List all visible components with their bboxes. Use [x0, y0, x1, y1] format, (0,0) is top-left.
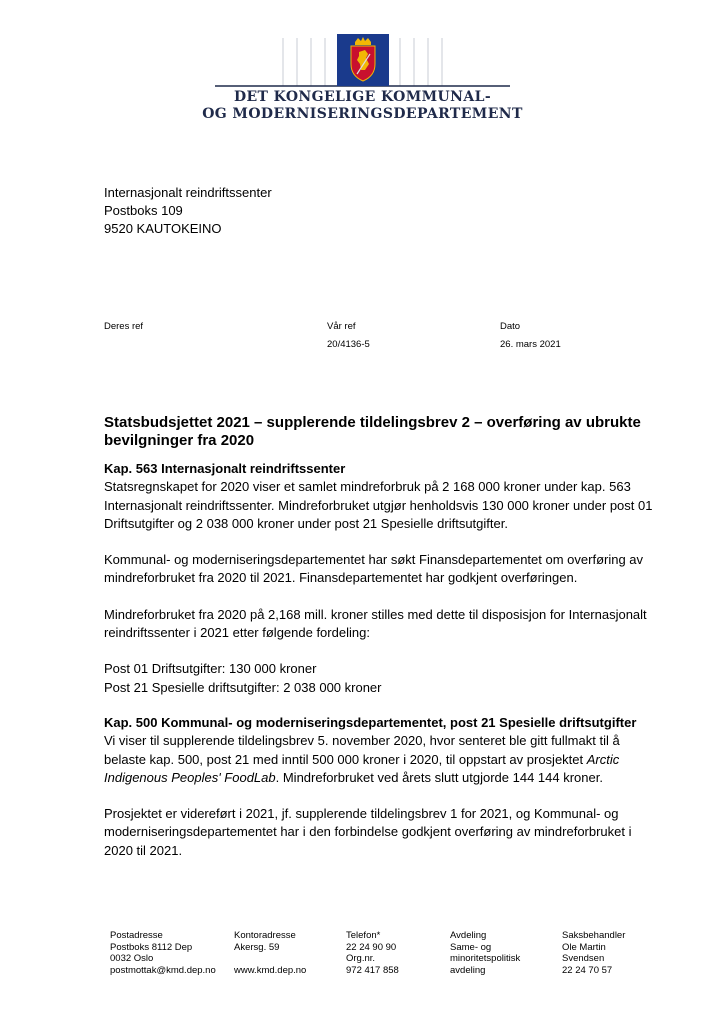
dato-label: Dato — [500, 321, 521, 332]
paragraph: Statsregnskapet for 2020 viser et samlet mindreforbruk på 2 168 000 kroner under kap. 563 Internasjonalt reindriftssenter. Mindreforbruket utgjør henholdsvis 130 000 kroner under post 01 Driftsutgifter og 2 038 000 kroner under post 21 Spesielle driftsutgifter. — [104, 479, 653, 531]
footer-value: avdeling — [450, 964, 486, 976]
paragraph: Mindreforbruket fra 2020 på 2,168 mill. kroner stilles med dette til disposisjon for Internasjonalt reindriftssenter i 2021 etter følgende fordeling: — [104, 606, 647, 641]
post-01-line: Post 01 Driftsutgifter: 130 000 kroner — [104, 661, 317, 677]
footer-spacer — [234, 953, 306, 965]
ministry-name-line1: DET KONGELIGE KOMMUNAL- — [233, 89, 492, 105]
footer-postadresse — [110, 930, 216, 976]
footer-value: Akersg. 59 — [234, 941, 280, 953]
paragraph: Kommunal- og moderniseringsdepartementet har søkt Finansdepartementet om overføring av mindreforbruket fra 2020 til 2021. Finansdepartementet har godkjent overføringen. — [104, 552, 644, 586]
footer-value: 22 24 90 90 — [346, 941, 397, 953]
recipient-postbox: Postboks 109 — [104, 203, 183, 218]
footer-value: Same- og — [450, 941, 492, 953]
footer-kontoradresse — [234, 930, 306, 976]
paragraph — [104, 732, 664, 787]
project-name: Arctic Indigenous Peoples' FoodLab — [104, 751, 620, 785]
footer-value: minoritetspolitisk — [450, 953, 521, 964]
footer-label: Kontoradresse — [234, 930, 296, 941]
footer-label: Telefon* — [346, 930, 381, 941]
footer-label: Avdeling — [450, 930, 487, 941]
section-kap-500 — [104, 714, 664, 860]
footer-email-link[interactable]: postmottak@kmd.dep.no — [110, 964, 216, 976]
section-kap-563 — [104, 460, 664, 697]
section-heading: Kap. 500 Kommunal- og moderniseringsdepartementet, post 21 Spesielle driftsutgifter — [104, 715, 637, 730]
var-ref-value: 20/4136-5 — [327, 339, 370, 350]
var-ref-label: Vår ref — [327, 321, 356, 332]
paragraph-text: . Mindreforbruket ved årets slutt utgjorde 144 144 kroner. — [275, 769, 603, 785]
footer-website-link[interactable]: www.kmd.dep.no — [234, 964, 307, 976]
footer-label: Saksbehandler — [562, 930, 626, 941]
paragraph: Prosjektet er videreført i 2021, jf. supplerende tildelingsbrev 1 for 2021, og Kommunal- og moderniseringsdepartementet har i den forbindelse godkjent overføring av mindreforbruket i 2020 til 2021. — [104, 806, 632, 858]
recipient-city: 9520 KAUTOKEINO — [104, 221, 222, 236]
footer-telefon — [346, 930, 399, 976]
footer-avdeling — [450, 930, 520, 976]
recipient-name: Internasjonalt reindriftssenter — [104, 185, 272, 200]
footer-saksbehandler — [562, 930, 625, 976]
footer-value: Postboks 8112 Dep — [110, 941, 193, 953]
footer-value: 972 417 858 — [346, 964, 399, 976]
ministry-name-line2: OG MODERNISERINGSDEPARTEMENT — [202, 106, 523, 122]
footer-value: Ole Martin — [562, 941, 606, 953]
var-ref — [327, 318, 370, 354]
footer-label: Org.nr. — [346, 953, 376, 964]
letter-title: Statsbudsjettet 2021 – supplerende tildelingsbrev 2 – overføring av ubrukte bevilgninger fra 2020 — [104, 414, 641, 449]
section-heading: Kap. 563 Internasjonalt reindriftssenter — [104, 461, 346, 476]
deres-ref-label: Deres ref — [104, 321, 144, 332]
dato-value: 26. mars 2021 — [500, 339, 561, 350]
deres-ref — [104, 318, 143, 336]
footer-value: 22 24 70 57 — [562, 964, 613, 976]
footer-label: Postadresse — [110, 930, 163, 941]
dato — [500, 318, 561, 354]
paragraph-text: Vi viser til supplerende tildelingsbrev 5. november 2020, hvor senteret ble gitt fullmakt til å belaste kap. 500, post 21 med inntil 500 000 kroner i 2020, til oppstart av prosjektet — [104, 733, 620, 767]
coat-of-arms-icon — [337, 34, 389, 86]
post-21-line: Post 21 Spesielle driftsutgifter: 2 038 000 kroner — [104, 679, 382, 695]
footer-value: Svendsen — [562, 953, 605, 964]
recipient-address — [104, 184, 272, 238]
footer-value: 0032 Oslo — [110, 953, 154, 964]
